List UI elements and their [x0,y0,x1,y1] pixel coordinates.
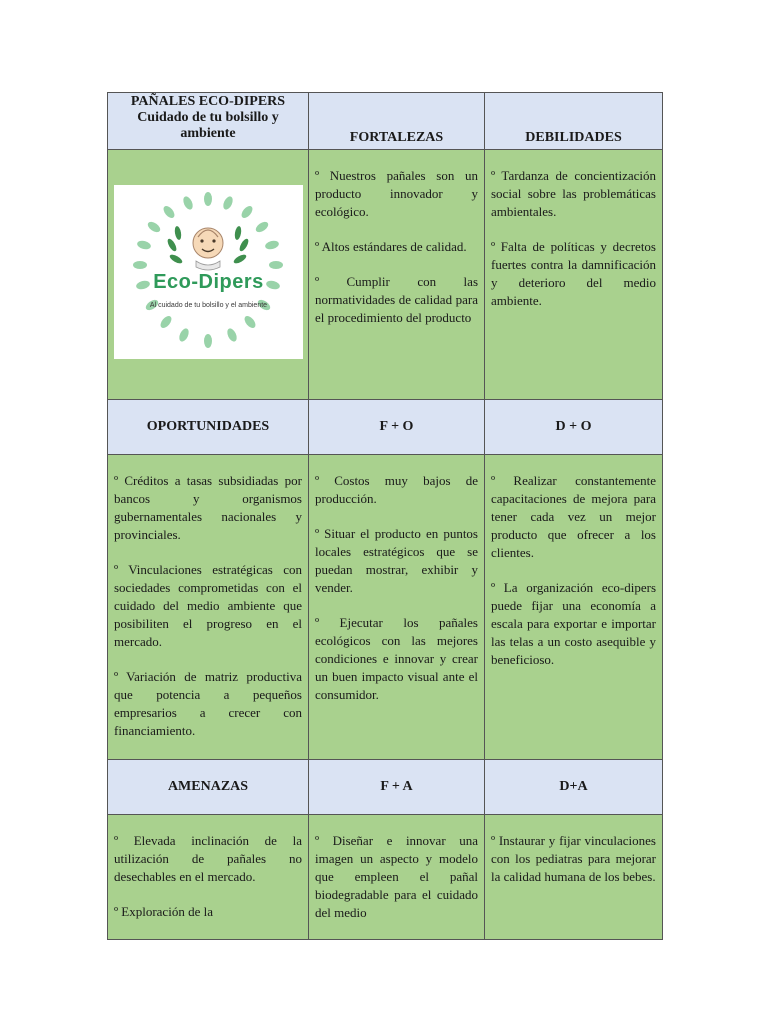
fo-cell [309,455,485,760]
do-cell [485,455,663,760]
amenaza-item: º Exploración de la [114,904,213,919]
opportunities-header-row [108,400,663,455]
debilidades-header: DEBILIDADES [485,93,663,150]
product-title-line2: Cuidado de tu bolsillo y [137,110,279,125]
debilidad-item: º Tardanza de concientización social sobre las problemáticas ambientales. [491,168,656,219]
fortaleza-item: º Altos estándares de calidad. [315,239,467,254]
fortaleza-item: º Nuestros pañales son un producto innovador y ecológico. [315,168,478,219]
fo-item: º Ejecutar los pañales ecológicos con las mejores condiciones e innovar y crear un buen impacto visual ante el consumidor. [315,615,478,702]
do-item: º Realizar constantemente capacitaciones de mejora para tener cada vez un mejor producto que ofrecer a los clientes. [491,473,656,560]
fa-item: º Diseñar e innovar una imagen un aspecto y modelo que empleen el pañal biodegradable para el cuidado del medio [315,833,478,920]
amenazas-header: AMENAZAS [108,760,309,815]
oportunidad-item: º Variación de matriz productiva que potencia a pequeños empresarios a crecer con financiamiento. [114,669,302,738]
fortalezas-cell [309,150,485,400]
fa-header: F + A [309,760,485,815]
amenaza-item: º Elevada inclinación de la utilización de pañales no desechables en el mercado. [114,833,302,884]
amenazas-cell [108,815,309,940]
strengths-row [108,150,663,400]
threats-header-row [108,760,663,815]
do-item: º La organización eco-dipers puede fijar una economía a escala para exportar e importar las telas a un costo asequible y beneficioso. [491,580,656,667]
debilidades-cell [485,150,663,400]
product-title-line3: ambiente [180,126,236,141]
do-header: D + O [485,400,663,455]
fortaleza-item: º Cumplir con las normatividades de calidad para el procedimiento del producto [315,274,478,325]
product-title-line1: PAÑALES ECO-DIPERS [130,94,286,109]
product-title [114,94,302,142]
product-title-cell [108,93,309,150]
header-row [108,93,663,150]
oportunidades-cell [108,455,309,760]
logo-cell [108,150,309,400]
eco-dipers-logo [114,185,303,359]
oportunidad-item: º Vinculaciones estratégicas con sociedades comprometidas con el cuidado del medio ambiente que posibiliten el progreso en el mercado. [114,562,302,649]
fo-header: F + O [309,400,485,455]
fa-cell [309,815,485,940]
threats-row [108,815,663,940]
da-item: º Instaurar y fijar vinculaciones con los pediatras para mejorar la calidad humana de los bebes. [491,833,656,884]
debilidad-item: º Falta de políticas y decretos fuertes contra la damnificación y deterioro del medio ambiente. [491,239,656,308]
opportunities-row [108,455,663,760]
swot-table [107,92,663,940]
fo-item: º Situar el producto en puntos locales estratégicos que se puedan mostrar, exhibir y vender. [315,526,478,595]
da-cell [485,815,663,940]
logo-tagline: Al cuidado de tu bolsillo y el ambiente [149,302,268,309]
fo-item: º Costos muy bajos de producción. [315,473,478,506]
logo-brand: Eco-Dipers [153,271,264,293]
fortalezas-header: FORTALEZAS [309,93,485,150]
oportunidades-header: OPORTUNIDADES [108,400,309,455]
oportunidad-item: º Créditos a tasas subsidiadas por bancos y organismos gubernamentales nacionales y provinciales. [114,473,302,542]
da-header: D+A [485,760,663,815]
